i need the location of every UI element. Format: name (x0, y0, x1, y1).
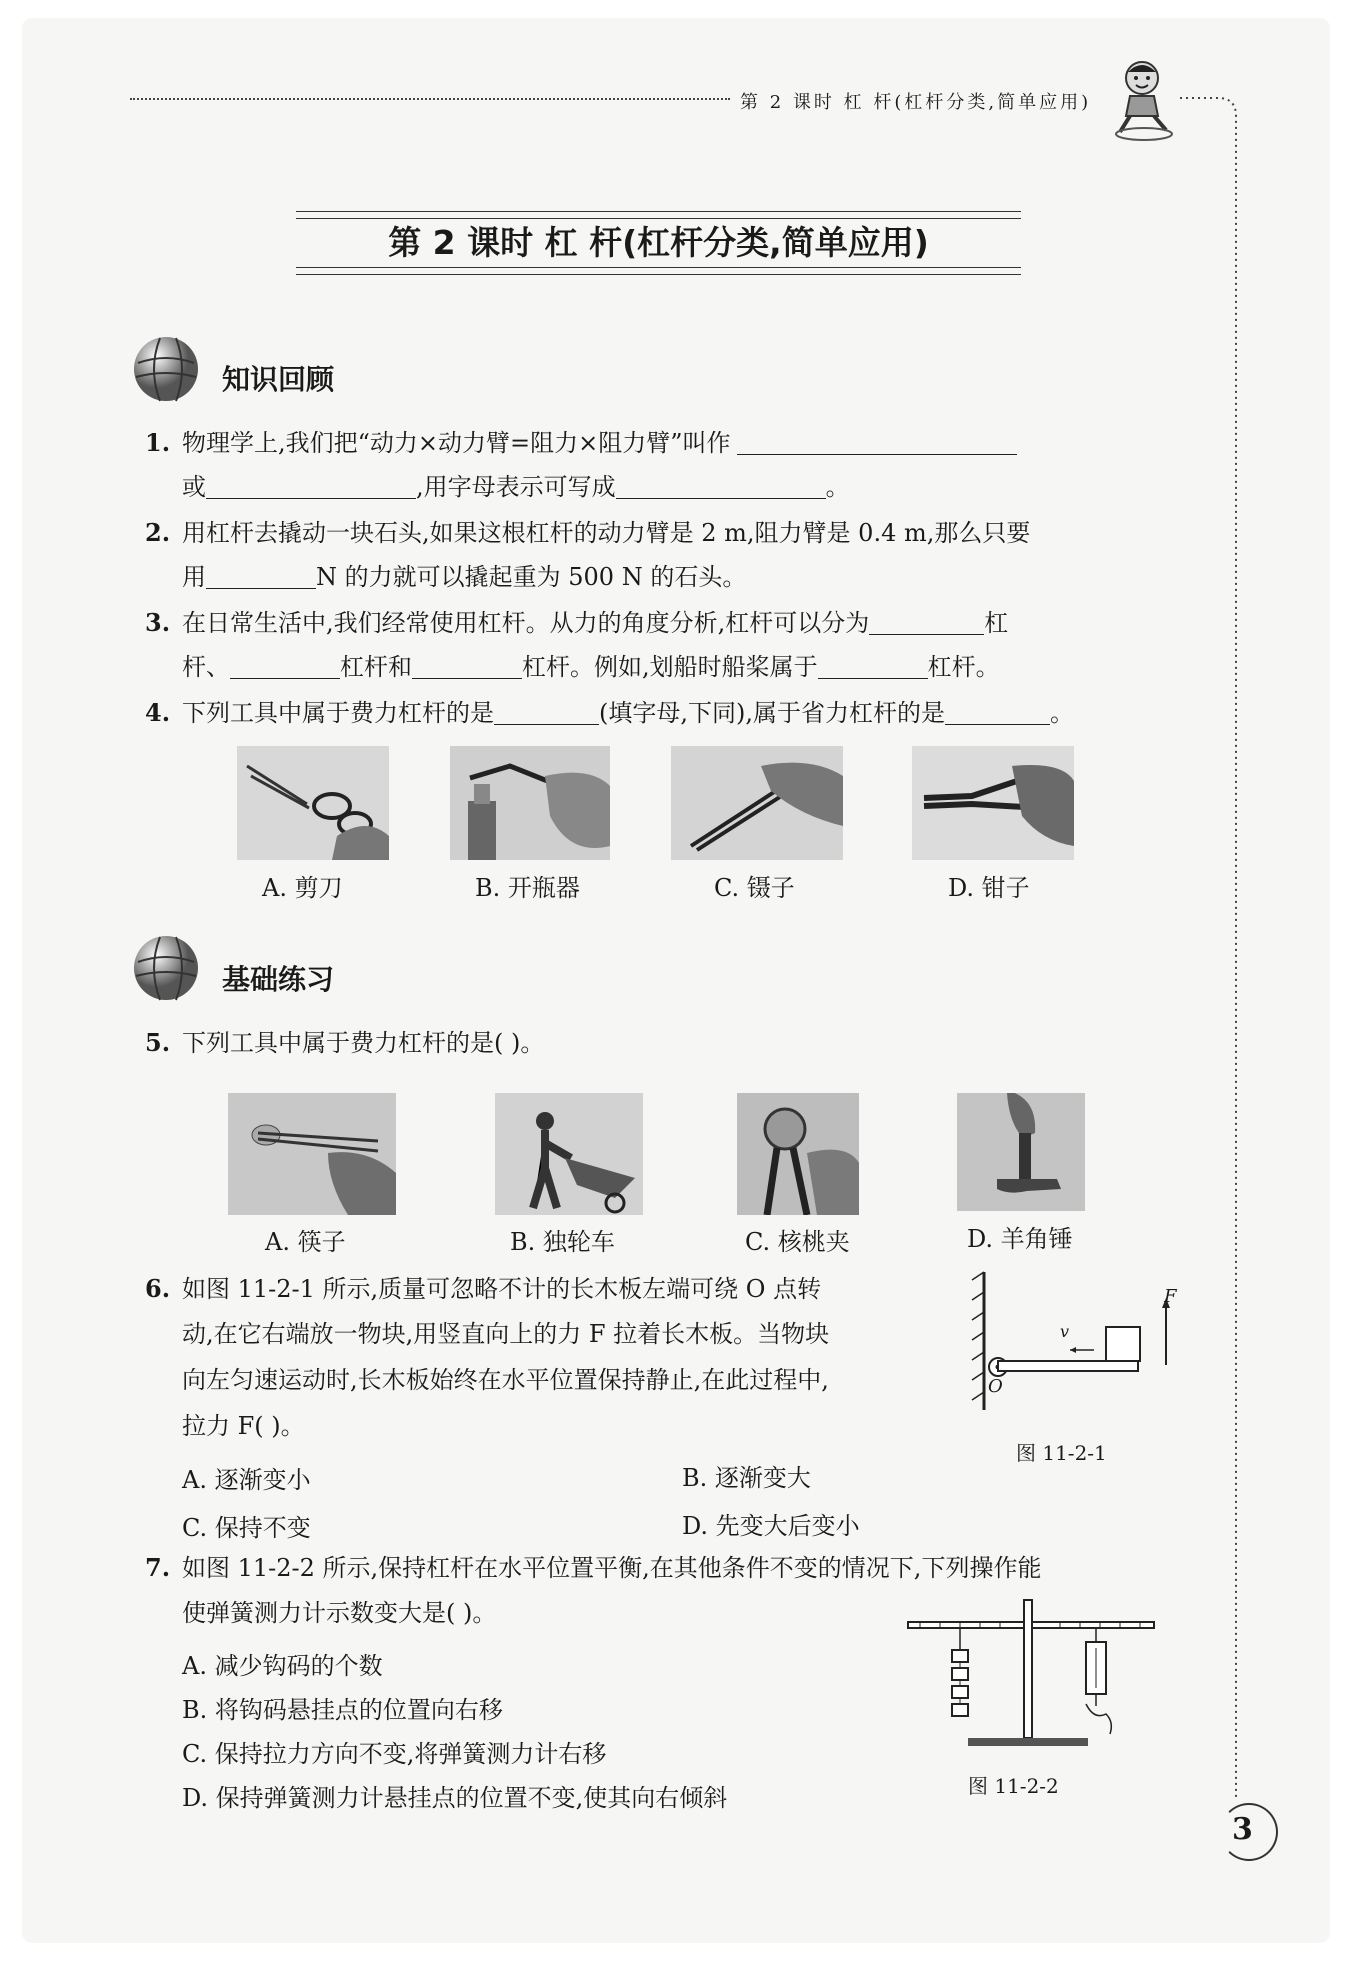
question-3-line-2: 杆、 杠杆和 杠杆。例如,划船时船桨属于 杠杆。 (182, 653, 1000, 681)
globe-icon (130, 932, 202, 1004)
answer-blank[interactable] (869, 608, 984, 635)
caption-bottle-opener: B. 开瓶器 (475, 874, 580, 902)
answer-blank[interactable] (206, 472, 416, 499)
page-edge-dotted-border (1178, 90, 1248, 1810)
figure-11-2-1-lever-board (970, 1270, 1180, 1420)
section-heading-review: 知识回顾 (222, 363, 335, 396)
question-2-line-2: 用 N 的力就可以撬起重为 500 N 的石头。 (182, 563, 747, 591)
question-6-line-2: 动,在它右端放一物块,用竖直向上的力 F 拉着长木板。当物块 (182, 1320, 830, 1348)
answer-blank[interactable] (494, 698, 599, 725)
question-6-line-3: 向左匀速运动时,长木板始终在水平位置保持静止,在此过程中, (182, 1366, 829, 1394)
q6-option-a[interactable]: A. 逐渐变小 (182, 1466, 311, 1494)
q6-option-c[interactable]: C. 保持不变 (182, 1514, 311, 1542)
figure-11-2-2-lever-stand (900, 1592, 1162, 1757)
q6-option-d[interactable]: D. 先变大后变小 (682, 1512, 860, 1540)
figure-caption-11-2-1: 图 11-2-1 (1016, 1441, 1107, 1465)
q7-option-a[interactable]: A. 减少钩码的个数 (182, 1652, 383, 1680)
q7-option-c[interactable]: C. 保持拉力方向不变,将弹簧测力计右移 (182, 1740, 607, 1768)
caption-pliers: D. 钳子 (948, 874, 1030, 902)
question-4: 4. 下列工具中属于费力杠杆的是 (填字母,下同),属于省力杠杆的是 。 (145, 698, 1074, 727)
question-3: 3. 在日常生活中,我们经常使用杠杆。从力的角度分析,杠杆可以分为 杠 (145, 608, 1009, 637)
wheelbarrow-photo (495, 1093, 643, 1215)
question-1-line-2: 或 ,用字母表示可写成 。 (182, 473, 850, 501)
question-5: 5. 下列工具中属于费力杠杆的是( )。 (145, 1028, 545, 1057)
label-pivot-o: O (988, 1376, 1003, 1397)
running-header: 第 2 课时 杠 杆(杠杆分类,简单应用) (740, 92, 1092, 113)
question-7-line-2: 使弹簧测力计示数变大是( )。 (182, 1599, 497, 1627)
question-2: 2. 用杠杆去撬动一块石头,如果这根杠杆的动力臂是 2 m,阻力臂是 0.4 m,那么只要 (145, 518, 1031, 547)
section-heading-practice: 基础练习 (222, 963, 335, 996)
chopsticks-photo (228, 1093, 396, 1215)
globe-icon (130, 333, 202, 405)
question-6: 6. 如图 11-2-1 所示,质量可忽略不计的长木板左端可绕 O 点转 (145, 1274, 822, 1303)
caption-chopsticks: A. 筷子 (265, 1228, 346, 1256)
header-dotted-line-left (130, 98, 730, 100)
bottle-opener-photo (450, 746, 610, 860)
answer-blank[interactable] (206, 562, 316, 589)
answer-blank[interactable] (818, 652, 928, 679)
mascot-icon (1108, 58, 1178, 142)
caption-tweezers: C. 镊子 (714, 874, 795, 902)
label-force-f: F (1164, 1286, 1177, 1307)
answer-blank[interactable] (945, 698, 1050, 725)
q6-option-b[interactable]: B. 逐渐变大 (682, 1464, 811, 1492)
caption-nutcracker: C. 核桃夹 (745, 1228, 850, 1256)
question-1: 1. 物理学上,我们把“动力×动力臂=阻力×阻力臂”叫作 (145, 420, 1017, 466)
lesson-title-box (296, 211, 1021, 275)
tweezers-photo (671, 746, 843, 860)
caption-wheelbarrow: B. 独轮车 (510, 1228, 615, 1256)
q7-option-b[interactable]: B. 将钩码悬挂点的位置向右移 (182, 1696, 503, 1724)
pliers-photo (912, 746, 1074, 860)
answer-blank[interactable] (616, 472, 826, 499)
figure-caption-11-2-2: 图 11-2-2 (968, 1774, 1059, 1798)
lesson-title: 第 2 课时 杠 杆(杠杆分类,简单应用) (296, 218, 1021, 268)
caption-claw-hammer: D. 羊角锤 (967, 1225, 1073, 1253)
question-7: 7. 如图 11-2-2 所示,保持杠杆在水平位置平衡,在其他条件不变的情况下,下列操作能 (145, 1553, 1042, 1582)
q7-option-d[interactable]: D. 保持弹簧测力计悬挂点的位置不变,使其向右倾斜 (182, 1784, 728, 1812)
answer-blank[interactable] (737, 428, 1017, 455)
caption-scissors: A. 剪刀 (262, 874, 343, 902)
scissors-photo (237, 746, 389, 860)
claw-hammer-photo (957, 1093, 1085, 1211)
page-number: 3 (1232, 1812, 1253, 1847)
question-6-line-4: 拉力 F( )。 (182, 1412, 305, 1440)
label-velocity-v: v (1060, 1322, 1070, 1341)
answer-blank[interactable] (230, 652, 340, 679)
answer-blank[interactable] (412, 652, 522, 679)
nutcracker-photo (737, 1093, 859, 1215)
